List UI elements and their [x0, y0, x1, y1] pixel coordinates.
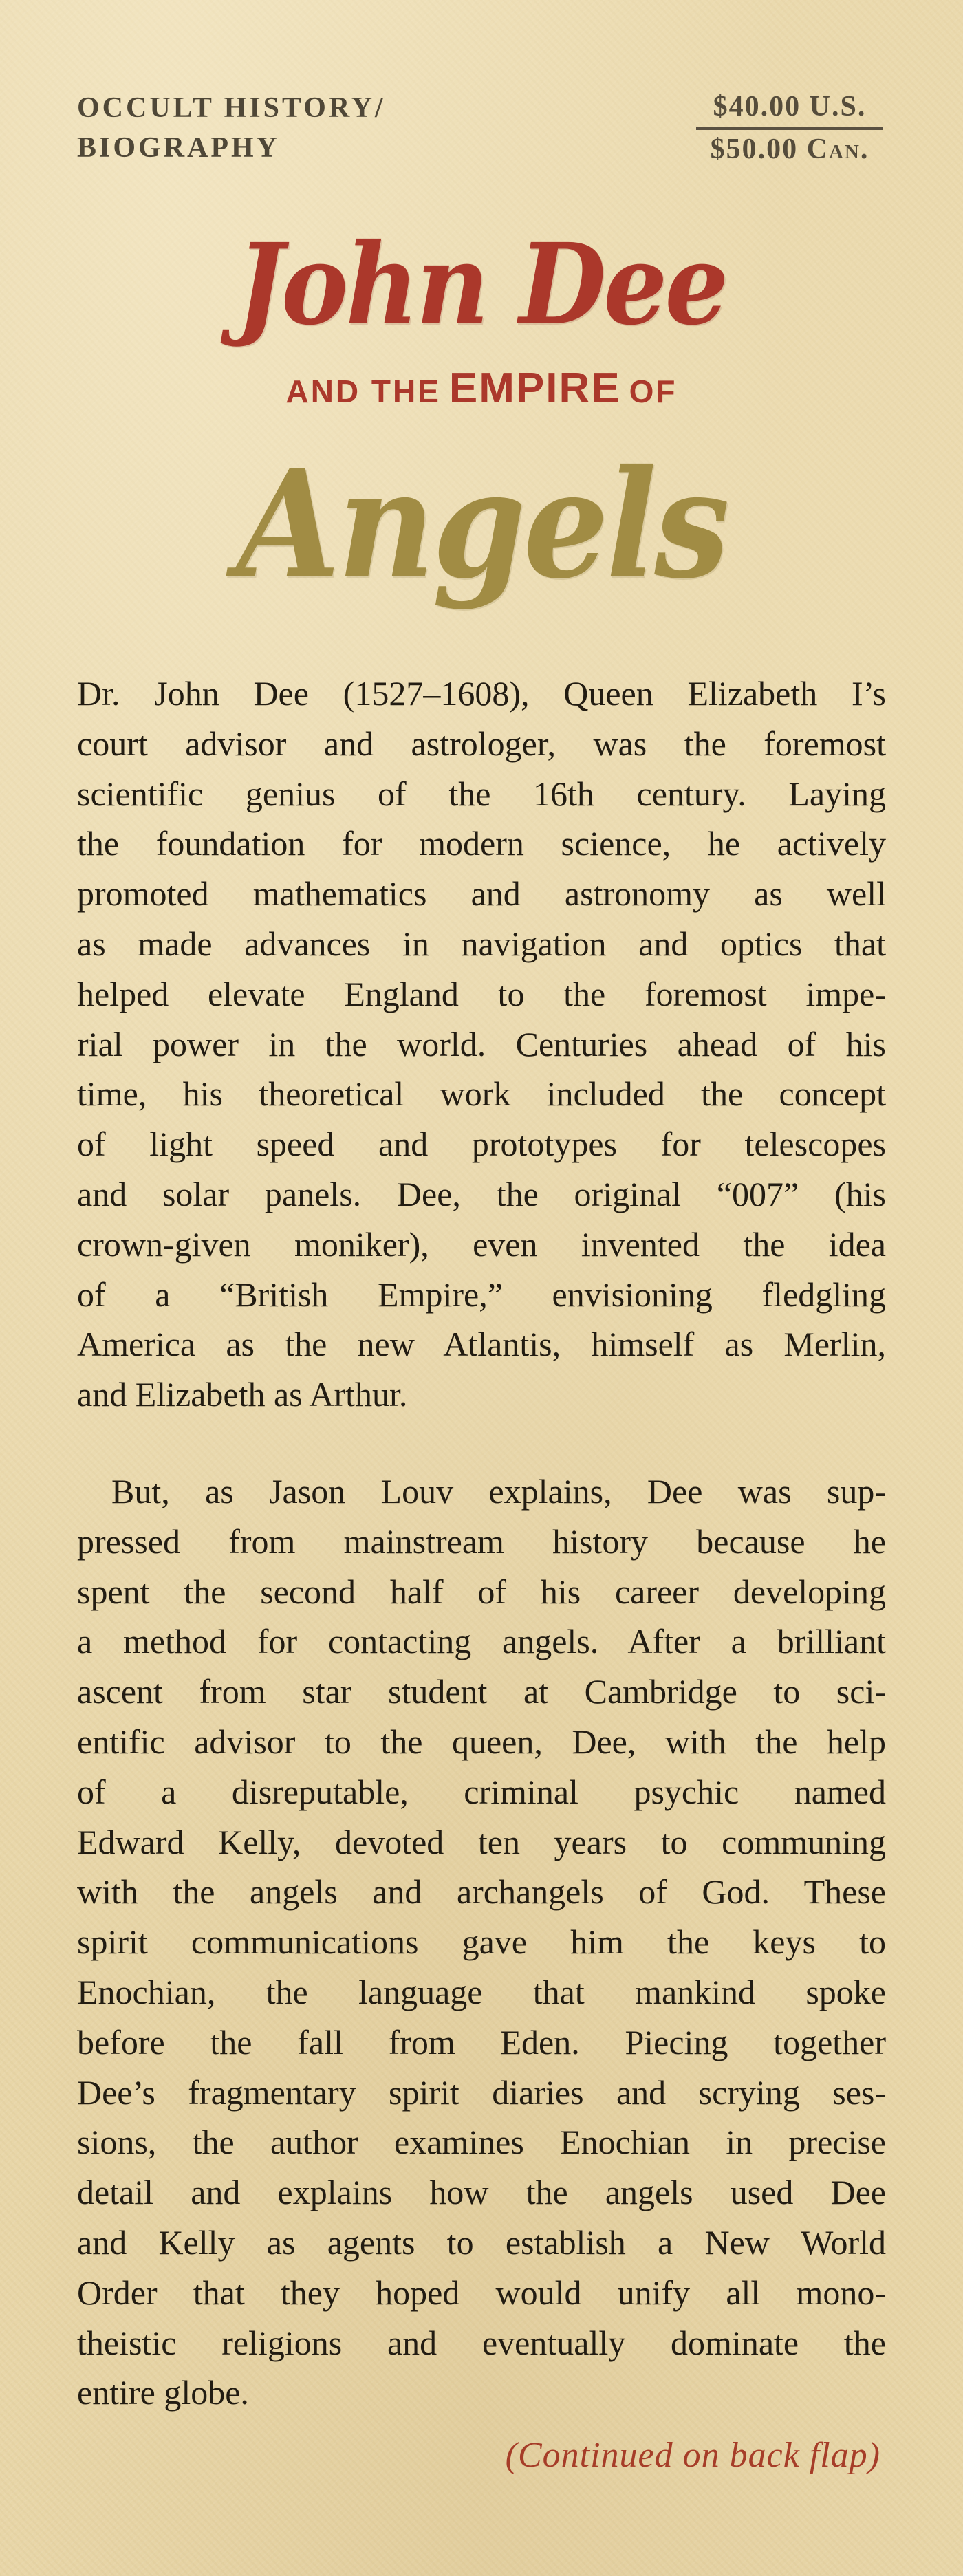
connector-empire: EMPIRE — [448, 365, 621, 412]
p1-line: of a “British Empire,” envisioning fledgling — [77, 1275, 886, 1314]
continued-on-back-flap-note: (Continued on back flap) — [505, 2436, 880, 2475]
p1-line: as made advances in navigation and optics that — [77, 924, 886, 963]
category-line-1: OCCULT HISTORY/ — [77, 92, 386, 124]
p2-line: spirit communications gave him the keys to — [77, 1923, 886, 1962]
p1-line: court advisor and astrologer, was the foremost — [77, 724, 886, 763]
p2-line: But, as Jason Louv explains, Dee was sup- — [111, 1471, 886, 1511]
title-angels — [0, 424, 963, 627]
p2-line: pressed from mainstream history because he — [77, 1522, 886, 1561]
p2-line: Enochian, the language that mankind spoke — [77, 1972, 886, 2011]
p2-line: and Kelly as agents to establish a New World — [77, 2222, 886, 2262]
p1-line: America as the new Atlantis, himself as Merlin, — [77, 1325, 886, 1364]
p2-line: spent the second half of his career developing — [77, 1572, 886, 1611]
title-line2-text: Angels — [236, 437, 727, 611]
book-title-block — [0, 212, 963, 627]
price-block — [696, 89, 883, 166]
p2-line: theistic religions and eventually dominate the — [77, 2323, 886, 2362]
p2-line: of a disreputable, criminal psychic named — [77, 1772, 886, 1811]
p2-line: before the fall from Eden. Piecing together — [77, 2022, 886, 2061]
title-john-dee — [0, 212, 963, 360]
p2-line: detail and explains how the angels used Dee — [77, 2173, 886, 2212]
p2-line: Order that they hoped would unify all mono- — [77, 2273, 886, 2312]
paragraph-1 — [77, 669, 886, 1420]
p1-line: scientific genius of the 16th century. Laying — [77, 774, 886, 813]
p1-line: the foundation for modern science, he actively — [77, 824, 886, 863]
p1-line: crown-given moniker), even invented the idea — [77, 1224, 886, 1264]
p1-line: promoted mathematics and astronomy as well — [77, 874, 886, 913]
connector-and-the: AND THE — [285, 374, 441, 409]
title-connector — [0, 367, 963, 422]
genre-category — [77, 88, 386, 168]
p2-line: Edward Kelly, devoted ten years to communing — [77, 1822, 886, 1861]
p2-line: a method for contacting angels. After a brilliant — [77, 1622, 886, 1661]
p2-line: ascent from star student at Cambridge to sci- — [77, 1672, 886, 1711]
connector-of: OF — [629, 374, 678, 409]
price-canada: $50.00 Can. — [710, 133, 869, 165]
p1-line: rial power in the world. Centuries ahead of his — [77, 1024, 886, 1063]
p1-line: time, his theoretical work included the concept — [77, 1074, 886, 1114]
p2-line: entire globe. — [77, 2373, 249, 2412]
p2-line: with the angels and archangels of God. These — [77, 1872, 886, 1912]
paragraph-2 — [77, 1466, 886, 2418]
p1-line: of light speed and prototypes for telescopes — [77, 1125, 886, 1164]
category-line-2: BIOGRAPHY — [77, 132, 281, 164]
flap-copy — [77, 669, 886, 2418]
p1-line: helped elevate England to the foremost impe- — [77, 974, 886, 1013]
p2-line: Dee’s fragmentary spirit diaries and scrying ses- — [77, 2072, 886, 2112]
title-line1-text: John Dee — [236, 219, 727, 350]
p1-line: Dr. John Dee (1527–1608), Queen Elizabeth I’s — [77, 674, 886, 713]
p2-line: sions, the author examines Enochian in precise — [77, 2123, 886, 2162]
p2-line: entific advisor to the queen, Dee, with the help — [77, 1722, 886, 1761]
price-us: $40.00 U.S. — [713, 91, 867, 122]
p1-line: and solar panels. Dee, the original “007” (his — [77, 1174, 886, 1213]
p1-line: and Elizabeth as Arthur. — [77, 1375, 408, 1414]
price-divider-rule — [696, 127, 883, 130]
